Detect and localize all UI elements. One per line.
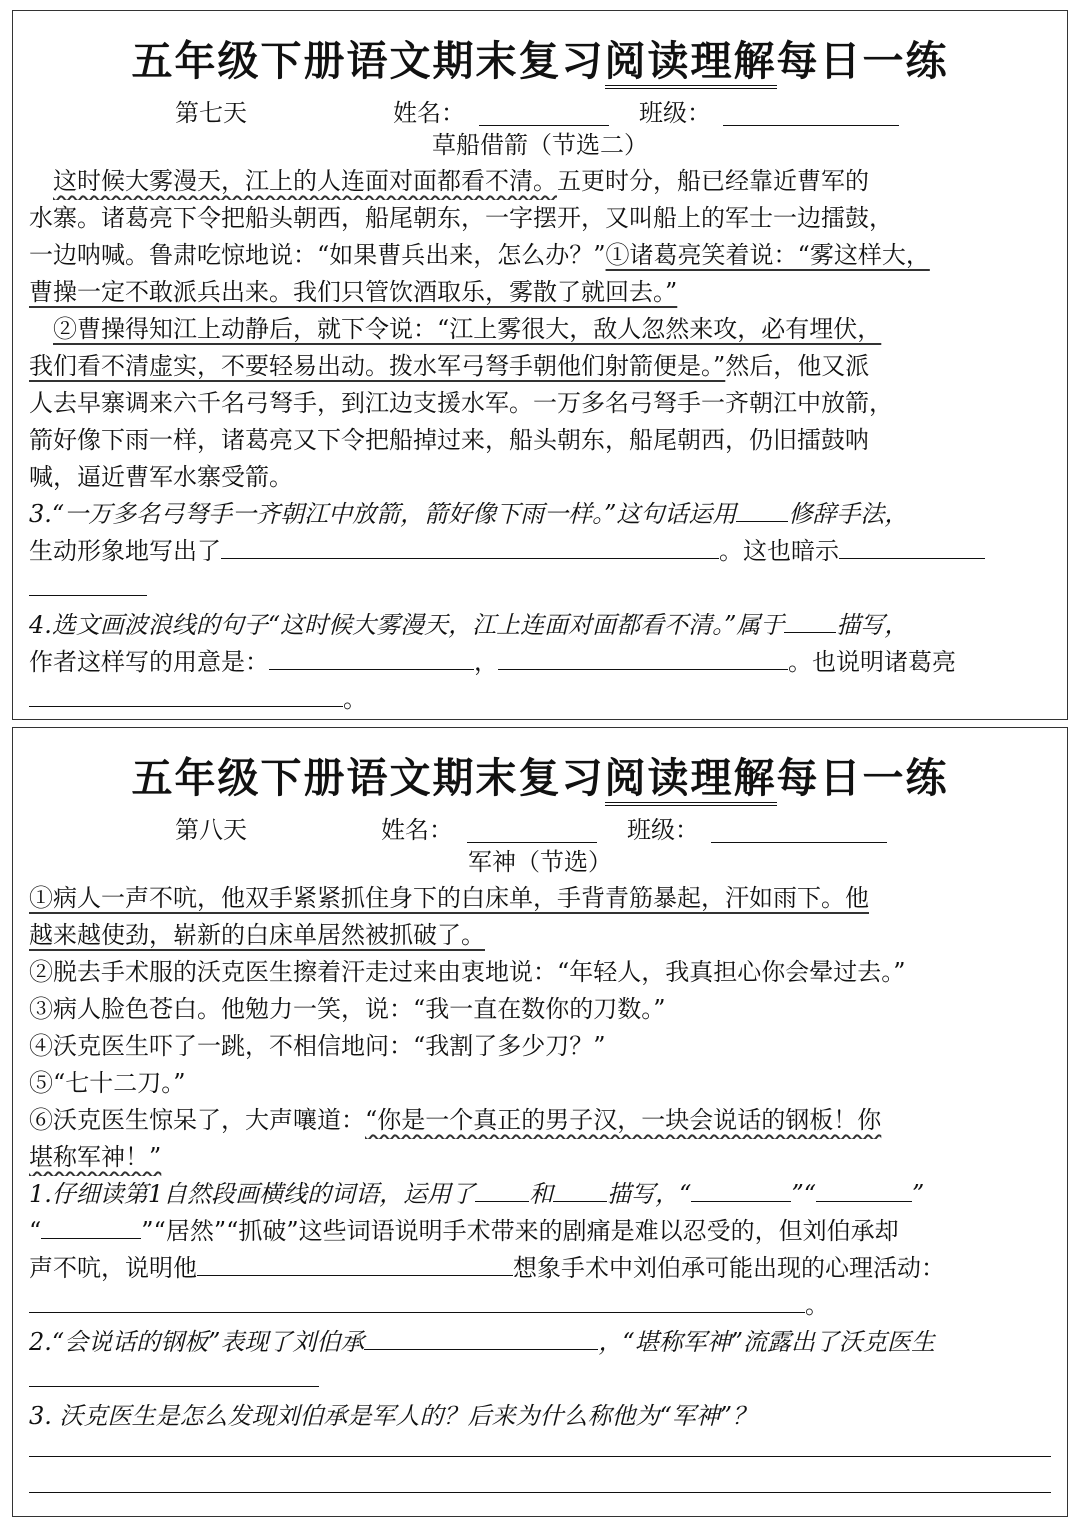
question-4-line3: 。 (29, 681, 1051, 718)
day-label: 第八天 (175, 816, 247, 844)
worksheet-day7 (12, 10, 1068, 720)
question-3-line3 (29, 570, 1051, 607)
class-label: 班级： (627, 816, 699, 844)
question-1-line2: “ ”“居然”“抓破”这些词语说明手术带来的剧痛是难以忍受的，但刘伯承却 (29, 1213, 1051, 1250)
paragraph-line: 箭好像下雨一样，诸葛亮又下令把船掉过来，船头朝东，船尾朝西，仍旧擂鼓呐 (29, 426, 869, 454)
answer-blank[interactable] (839, 534, 985, 559)
worksheet-title: 五年级下册语文期末复习阅读理解每日一练 (13, 35, 1067, 87)
answer-blank[interactable] (41, 1214, 141, 1239)
answer-blank[interactable] (691, 1177, 791, 1202)
paragraph-line: ⑤“七十二刀。” (29, 1069, 186, 1097)
question-2-line2 (29, 1361, 1051, 1398)
worksheet-meta (13, 804, 1067, 844)
worksheet-day8 (12, 727, 1068, 1517)
paragraph-line (29, 1139, 1051, 1176)
paragraph-line: 水寨。诸葛亮下令把船头朝西，船尾朝东，一字摆开，又叫船上的军士一边擂鼓， (29, 204, 893, 232)
paragraph-line: 我们看不清虚实，不要轻易出动。拨水军弓弩手朝他们射箭便是。”然后，他又派 (29, 352, 870, 380)
question-1-line4: 。 (29, 1287, 1051, 1324)
question-1-line3: 声不吭，说明他 想象手术中刘伯承可能出现的心理活动： (29, 1250, 1051, 1287)
answer-blank[interactable] (269, 645, 474, 670)
question-1: 1.仔细读第1自然段画横线的词语，运用了 和 描写，“ ”“ ” (29, 1176, 1051, 1213)
question-2: 2.“会说话的钢板”表现了刘伯承 ，“堪称军神”流露出了沃克医生 (29, 1324, 1051, 1361)
question-3-line2: 生动形象地写出了 。这也暗示 (29, 533, 1051, 570)
worksheet-title: 五年级下册语文期末复习阅读理解每日一练 (13, 752, 1067, 804)
answer-blank[interactable] (364, 1325, 598, 1350)
paragraph-line: ⑥沃克医生惊呆了，大声嚷道：“你是一个真正的男子汉，一块会说话的钢板！你 (29, 1106, 882, 1134)
paragraph-line: ③病人脸色苍白。他勉力一笑，说：“我一直在数你的刀数。” (29, 995, 666, 1023)
answer-blank[interactable] (221, 534, 719, 559)
underlined-sentence-2-cont: 我们看不清虚实，不要轻易出动。拨水军弓弩手朝他们射箭便是。” (29, 352, 726, 380)
question-4: 4.选文画波浪线的句子“这时候大雾漫天，江上连面对面都看不清。”属于 描写， (29, 607, 1051, 644)
answer-blank[interactable] (816, 1177, 912, 1202)
passage-body (13, 880, 1067, 1493)
question-3: 3.“一万多名弓弩手一齐朝江中放箭，箭好像下雨一样。”这句话运用 修辞手法， (29, 496, 1051, 533)
paragraph-line: 喊，逼近曹军水寨受箭。 (29, 463, 293, 491)
underlined-sentence-1-cont: 曹操一定不敢派兵出来。我们只管饮酒取乐，雾散了就回去。” (29, 278, 678, 306)
paragraph-line: ④沃克医生吓了一跳，不相信地问：“我割了多少刀？” (29, 1032, 606, 1060)
answer-blank[interactable] (29, 682, 343, 707)
answer-blank[interactable] (29, 1362, 319, 1387)
passage-body (13, 163, 1067, 718)
underlined-sentence-1: ①诸葛亮笑着说：“雾这样大， (605, 241, 930, 269)
paragraph-line (29, 274, 1051, 311)
wavy-sentence: 这时候大雾漫天，江上的人连面对面都看不清。 (53, 167, 557, 195)
name-label: 姓名： (381, 816, 453, 844)
answer-blank[interactable] (553, 1177, 607, 1202)
paragraph-line: 人去早寨调来六千名弓弩手，到江边支援水军。一万多名弓弩手一齐朝江中放箭， (29, 389, 893, 417)
answer-line[interactable] (29, 1491, 1051, 1493)
paragraph-line: 一边呐喊。鲁肃吃惊地说：“如果曹兵出来，怎么办？”①诸葛亮笑着说：“雾这样大， (29, 241, 930, 269)
passage-title: 草船借箭（节选二） (432, 131, 648, 159)
question-4-line2: 作者这样写的用意是： ， 。也说明诸葛亮 (29, 644, 1051, 681)
paragraph-line: ②脱去手术服的沃克医生擦着汗走过来由衷地说：“年轻人，我真担心你会晕过去。” (29, 958, 906, 986)
answer-blank[interactable] (29, 571, 147, 596)
paragraph-line (29, 917, 1051, 954)
answer-blank[interactable] (784, 608, 836, 633)
paragraph-line (29, 880, 1051, 917)
underlined-paragraph-1-cont: 越来越使劲，崭新的白床单居然被抓破了。 (29, 921, 485, 949)
wavy-sentence: “你是一个真正的男子汉，一块会说话的钢板！你 (365, 1106, 882, 1134)
answer-blank[interactable] (197, 1251, 513, 1276)
underlined-sentence-2: ②曹操得知江上动静后，就下令说：“江上雾很大，敌人忽然来攻，必有埋伏， (53, 315, 882, 343)
answer-blank[interactable] (475, 1177, 529, 1202)
wavy-sentence-cont: 堪称军神！” (29, 1143, 162, 1171)
answer-blank[interactable] (736, 497, 788, 522)
underlined-paragraph-1: ①病人一声不吭，他双手紧紧抓住身下的白床单，手背青筋暴起，汗如雨下。他 (29, 884, 869, 912)
class-label: 班级： (639, 99, 711, 127)
day-label: 第七天 (175, 99, 247, 127)
answer-blank[interactable] (498, 645, 788, 670)
question-3: 3. 沃克医生是怎么发现刘伯承是军人的？后来为什么称他为“军神”？ (29, 1402, 757, 1430)
worksheet-meta (13, 87, 1067, 127)
paragraph-line (29, 311, 1051, 348)
passage-title: 军神（节选） (468, 848, 612, 876)
answer-blank[interactable] (29, 1288, 805, 1313)
paragraph-line: 这时候大雾漫天，江上的人连面对面都看不清。五更时分，船已经靠近曹军的 (53, 167, 869, 195)
name-label: 姓名： (393, 99, 465, 127)
